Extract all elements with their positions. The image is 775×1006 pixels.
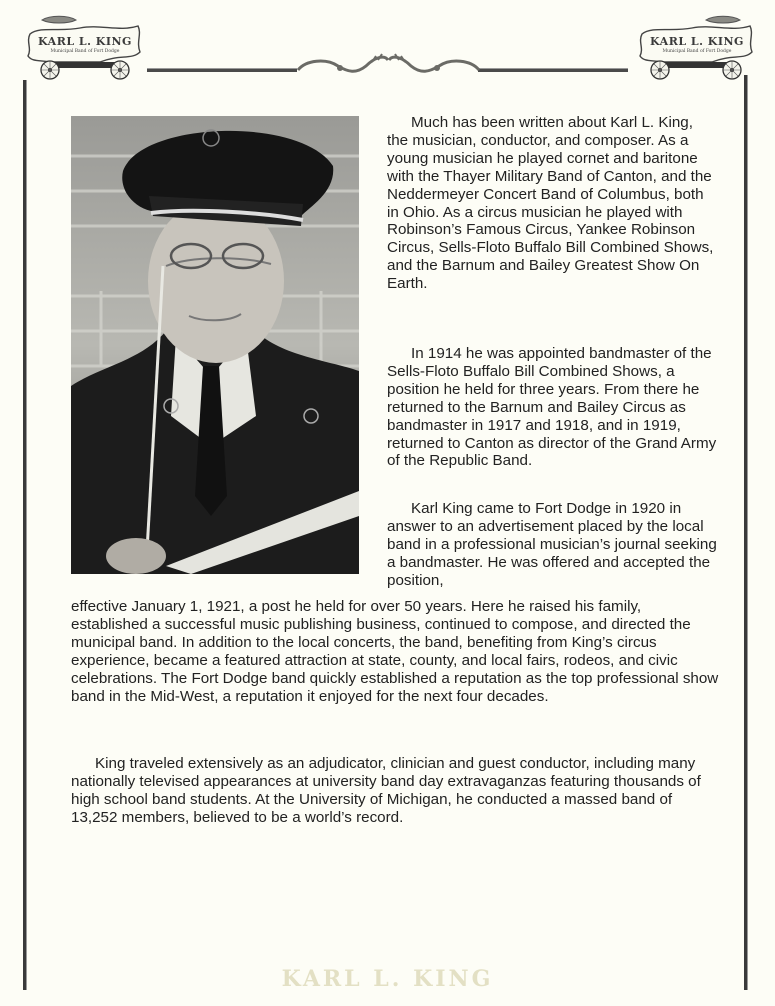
paragraph-3-continued [71, 598, 721, 705]
paragraph-2 [387, 345, 717, 470]
footer-logo: KARL L. KING [281, 966, 494, 992]
logo-title: KARL L. KING [650, 35, 744, 48]
header-logo-left [20, 12, 150, 80]
paragraph-text: In 1914 he was appointed bandmaster of the Sells-Floto Buffalo Bill Combined Shows, a position he held for three years. From there he returned to the Barnum and Bailey Circus as bandmaster in 1917 and 1918, and in 1919, returned to Canton as director of the Grand Army of the Republic Band. [387, 345, 717, 470]
paragraph-text: King traveled extensively as an adjudicator, clinician and guest conductor, including many nationally televised appearances at university band day extravaganzas featuring thousands of high school band students. At the University of Michigan, he conducted a massed band of 13,252 members, believed to be a world’s record. [71, 755, 701, 826]
paragraph-text: effective January 1, 1921, a post he held for over 50 years. Here he raised his family, established a successful music publishing business, continued to compose, and directed the municipal band. In addition to the local concerts, the band, benefiting from King’s circus experience, became a featured attraction at state, county, and local fairs, rodeos, and civic celebrations. The Fort Dodge band quickly established a reputation as the top professional show band in the Mid-West, a reputation it enjoyed for the next four decades. [71, 598, 719, 705]
logo-title: KARL L. KING [38, 35, 132, 48]
scroll-flourish-icon [296, 48, 481, 82]
paragraph-4 [71, 755, 721, 827]
header-rule-left [147, 68, 297, 72]
paragraph-3 [387, 500, 717, 590]
paragraph-text: Much has been written about Karl L. King, the musician, conductor, and composer. As a young musician he played cornet and baritone with the Thayer Military Band of Canton, and the Neddermeyer Concert Band of Columbus, both in Ohio. As a circus musician he played with Robinson’s Famous Circus, Yankee Robinson Circus, Sells-Floto Buffalo Bill Combined Shows, and the Barnum and Bailey Greatest Show On Earth. [387, 114, 714, 293]
portrait-photo [71, 116, 359, 574]
header-logo-right [632, 12, 762, 80]
paragraph-1 [387, 114, 717, 293]
paragraph-text: Karl King came to Fort Dodge in 1920 in answer to an advertisement placed by the local band in a professional musician’s journal seeking a bandmaster. He was offered and accepted the position, [387, 500, 717, 589]
portrait-image [71, 116, 359, 574]
logo-subtitle: Municipal Band of Fort Dodge [662, 49, 732, 54]
page-border-right [744, 75, 748, 990]
logo-subtitle: Municipal Band of Fort Dodge [50, 49, 120, 54]
page-border-left [23, 80, 27, 990]
header-rule-right [478, 68, 628, 72]
